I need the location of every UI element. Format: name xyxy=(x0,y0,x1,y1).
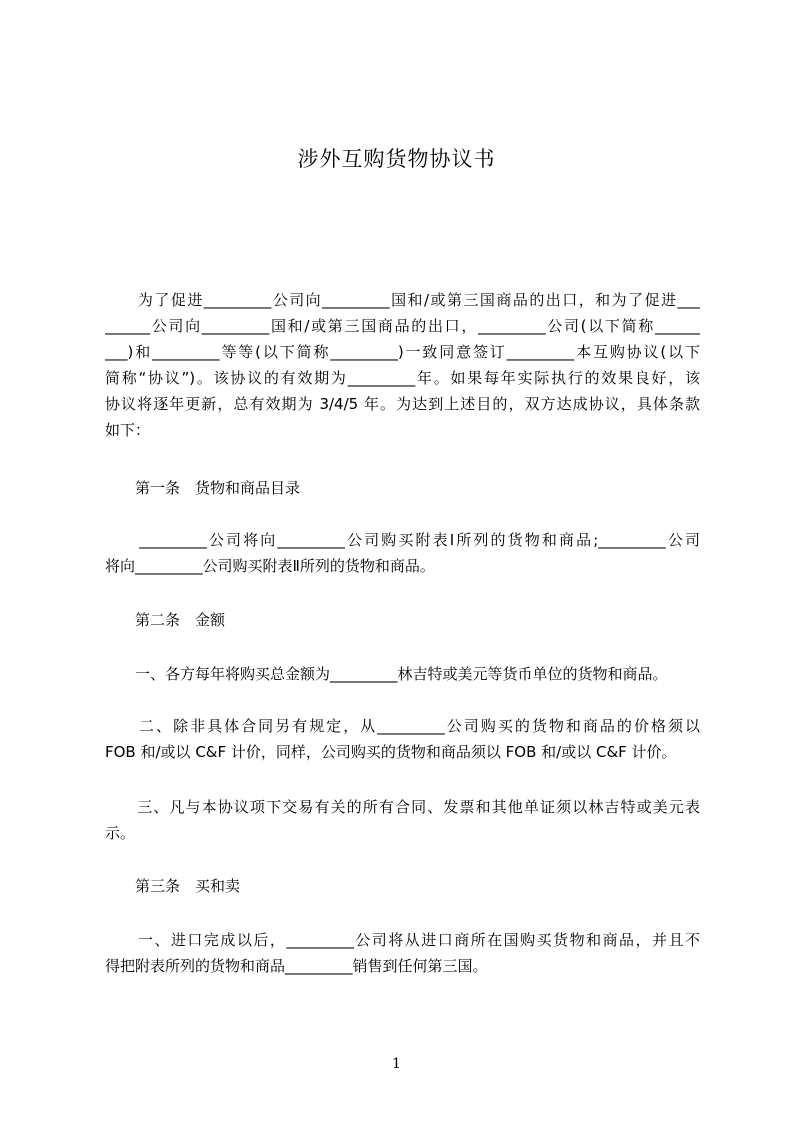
page-number: 1 xyxy=(392,1056,401,1072)
paragraph-line: ___)和_________等等(以下简称_________)一致同意签订_________本互购协议(以下 xyxy=(105,343,700,361)
paragraph-line: 二、除非具体合同另有规定，从_________公司购买的货物和商品的价格须以 xyxy=(105,717,700,735)
heading-text: 第一条 货物和商品目录 xyxy=(105,479,301,497)
article3-heading xyxy=(105,873,700,899)
paragraph-line: 三、凡与本协议项下交易有关的所有合同、发票和其他单证须以林吉特或美元表 xyxy=(105,798,700,816)
paragraph-line: 简称“协议”)。该协议的有效期为_________年。如果每年实际执行的效果良好，该 xyxy=(105,369,700,387)
paragraph-line: 协议将逐年更新，总有效期为 3/4/5 年。为达到上述目的，双方达成协议，具体条款 xyxy=(105,395,700,413)
paragraph-line: 示。 xyxy=(105,824,136,842)
heading-text: 第三条 买和卖 xyxy=(105,877,241,895)
paragraph-line: 为了促进_________公司向_________国和/或第三国商品的出口，和为了促进___ xyxy=(105,291,700,309)
paragraph-line: 如下： xyxy=(105,421,151,439)
article1-paragraph xyxy=(105,527,700,579)
heading-text: 第二条 金额 xyxy=(105,611,226,629)
article2-clause-3 xyxy=(105,794,700,846)
document-title: 涉外互购货物协议书 xyxy=(297,147,496,171)
intro-paragraph xyxy=(105,287,700,443)
article1-heading xyxy=(105,475,700,501)
article2-clause-1 xyxy=(105,661,700,687)
paragraph-line: _________公司将向_________公司购买附表Ⅰ所列的货物和商品;_________公司 xyxy=(105,531,700,549)
article2-heading xyxy=(105,607,700,633)
paragraph-line: FOB 和/或以 C&F 计价，同样，公司购买的货物和商品须以 FOB 和/或以 C&F 计价。 xyxy=(105,743,677,761)
paragraph-line: 将向_________公司购买附表Ⅱ所列的货物和商品。 xyxy=(105,557,435,575)
paragraph-line: ______公司向_________国和/或第三国商品的出口，_________公司(以下简称______ xyxy=(105,317,700,335)
paragraph-line: 一、进口完成以后，_________公司将从进口商所在国购买货物和商品，并且不 xyxy=(105,931,700,949)
article2-clause-2 xyxy=(105,713,700,765)
paragraph-line: 一、各方每年将购买总金额为_________林吉特或美元等货币单位的货物和商品。 xyxy=(105,665,668,683)
article3-clause-1 xyxy=(105,927,700,979)
paragraph-line: 得把附表所列的货物和商品_________销售到任何第三国。 xyxy=(105,957,488,975)
